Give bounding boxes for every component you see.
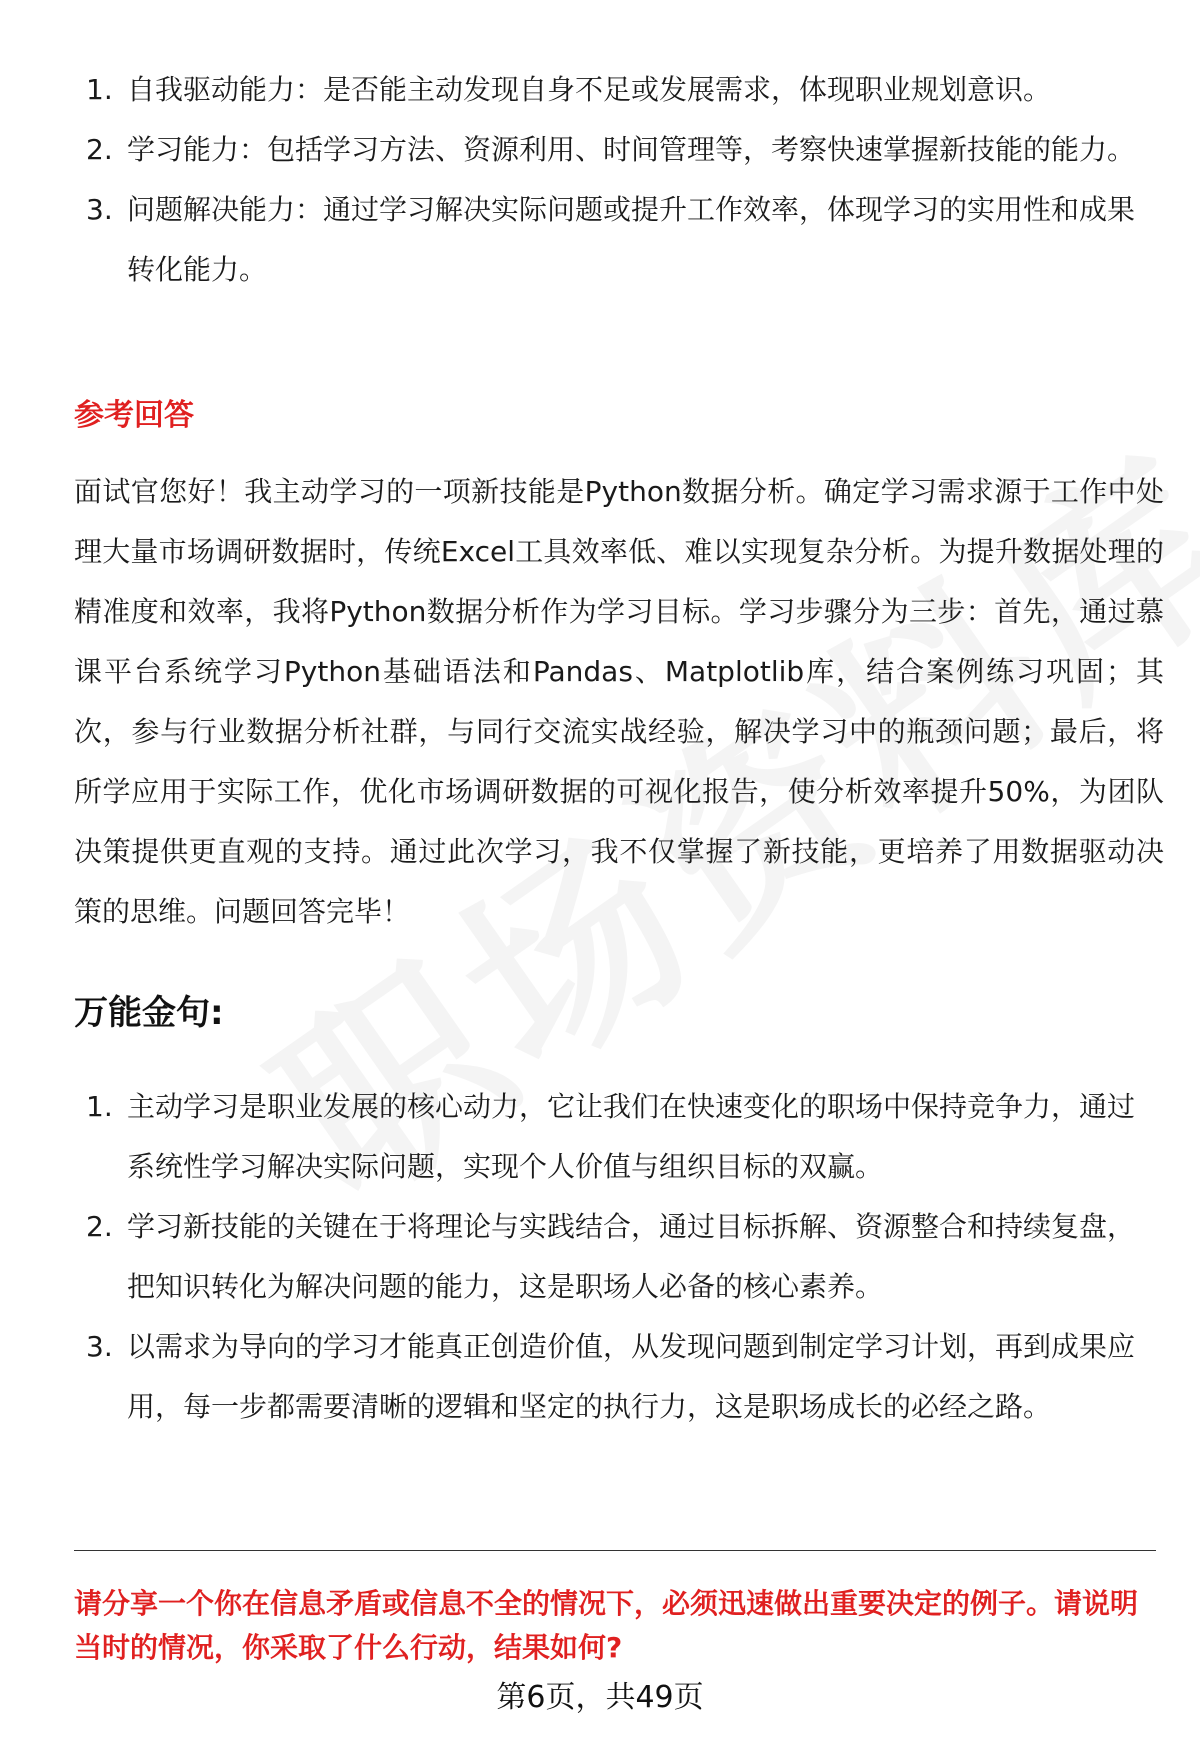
list-item [0,60,1200,120]
list-item [0,180,1200,300]
list-text: 学习新技能的关键在于将理论与实践结合，通过目标拆解、资源整合和持续复盘，把知识转化为解决问题的能力，这是职场人必备的核心素养。 [127,1210,1136,1303]
list-number: 1. [86,73,113,106]
list-text: 以需求为导向的学习才能真正创造价值，从发现问题到制定学习计划，再到成果应用，每一步都需要清晰的逻辑和坚定的执行力，这是职场成长的必经之路。 [127,1330,1136,1423]
list-text: 学习能力：包括学习方法、资源利用、时间管理等，考察快速掌握新技能的能力。 [127,133,1136,166]
list-number: 1. [86,1090,113,1123]
golden-sentences-list [0,1077,1200,1437]
reference-answer-text: 面试官您好！我主动学习的一项新技能是Python数据分析。确定学习需求源于工作中处理大量市场调研数据时，传统Excel工具效率低、难以实现复杂分析。为提升数据处理的精准度和效率，我将Python数据分析作为学习目标。学习步骤分为三步：首先，通过慕课平台系统学习Python基础语法和Pandas、Matplotlib库，结合案例练习巩固；其次，参与行业数据分析社群，与同行交流实战经验，解决学习中的瓶颈问题；最后，将所学应用于实际工作，优化市场调研数据的可视化报告，使分析效率提升50%，为团队决策提供更直观的支持。通过此次学习，我不仅掌握了新技能，更培养了用数据驱动决策的思维。问题回答完毕！ [74,475,1164,928]
divider [74,1550,1156,1551]
list-item [0,1197,1200,1317]
golden-sentences-heading: 万能金句: [74,993,224,1033]
list-number: 2. [86,133,113,166]
list-text: 问题解决能力：通过学习解决实际问题或提升工作效率，体现学习的实用性和成果转化能力。 [127,193,1136,286]
list-number: 3. [86,1330,113,1363]
list-item [0,1077,1200,1197]
next-question: 请分享一个你在信息矛盾或信息不全的情况下，必须迅速做出重要决定的例子。请说明当时的情况，你采取了什么行动，结果如何? [74,1587,1139,1664]
criteria-list [0,60,1200,300]
list-number: 2. [86,1210,113,1243]
reference-answer-heading: 参考回答 [74,398,194,433]
list-number: 3. [86,193,113,226]
list-text: 主动学习是职业发展的核心动力，它让我们在快速变化的职场中保持竞争力，通过系统性学习解决实际问题，实现个人价值与组织目标的双赢。 [127,1090,1136,1183]
list-item [0,120,1200,180]
list-item [0,1317,1200,1437]
list-text: 自我驱动能力：是否能主动发现自身不足或发展需求，体现职业规划意识。 [127,73,1052,106]
page-number: 第6页，共49页 [496,1680,704,1715]
